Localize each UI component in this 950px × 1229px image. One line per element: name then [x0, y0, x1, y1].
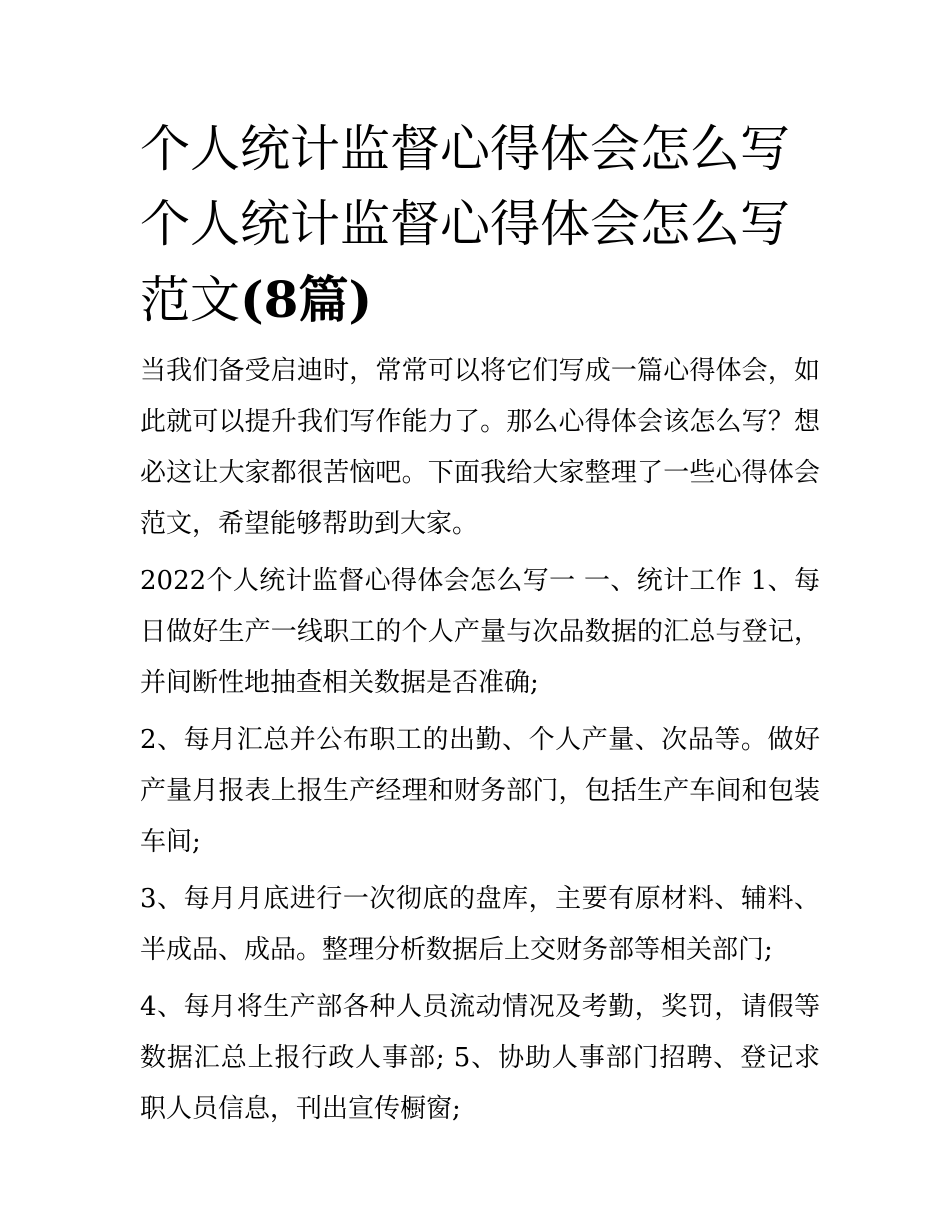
document-body: [140, 346, 820, 1135]
paragraph-item-4: 4、每月将生产部各种人员流动情况及考勤，奖罚，请假等数据汇总上报行政人事部; 5、协助人事部门招聘、登记求职人员信息，刊出宣传橱窗;: [140, 992, 820, 1124]
paragraph-item-1: 2022个人统计监督心得体会怎么写一 一、统计工作 1、每日做好生产一线职工的个人产量与次品数据的汇总与登记，并间断性地抽查相关数据是否准确;: [140, 566, 820, 698]
document-title: [140, 112, 820, 338]
document-page: [140, 112, 820, 1141]
paragraph-intro: 当我们备受启迪时，常常可以将它们写成一篇心得体会，如此就可以提升我们写作能力了。那么心得体会该怎么写？想必这让大家都很苦恼吧。下面我给大家整理了一些心得体会范文，希望能够帮助到大家。: [140, 356, 820, 539]
paragraph-item-3: 3、每月月底进行一次彻底的盘库，主要有原材料、辅料、半成品、成品。整理分析数据后上交财务部等相关部门;: [140, 884, 820, 965]
document-title-count: (8篇): [240, 270, 373, 329]
paragraph-item-2: 2、每月汇总并公布职工的出勤、个人产量、次品等。做好产量月报表上报生产经理和财务部门，包括生产车间和包装车间;: [140, 725, 820, 857]
document-title-text: 个人统计监督心得体会怎么写 个人统计监督心得体会怎么写范文: [140, 120, 790, 329]
